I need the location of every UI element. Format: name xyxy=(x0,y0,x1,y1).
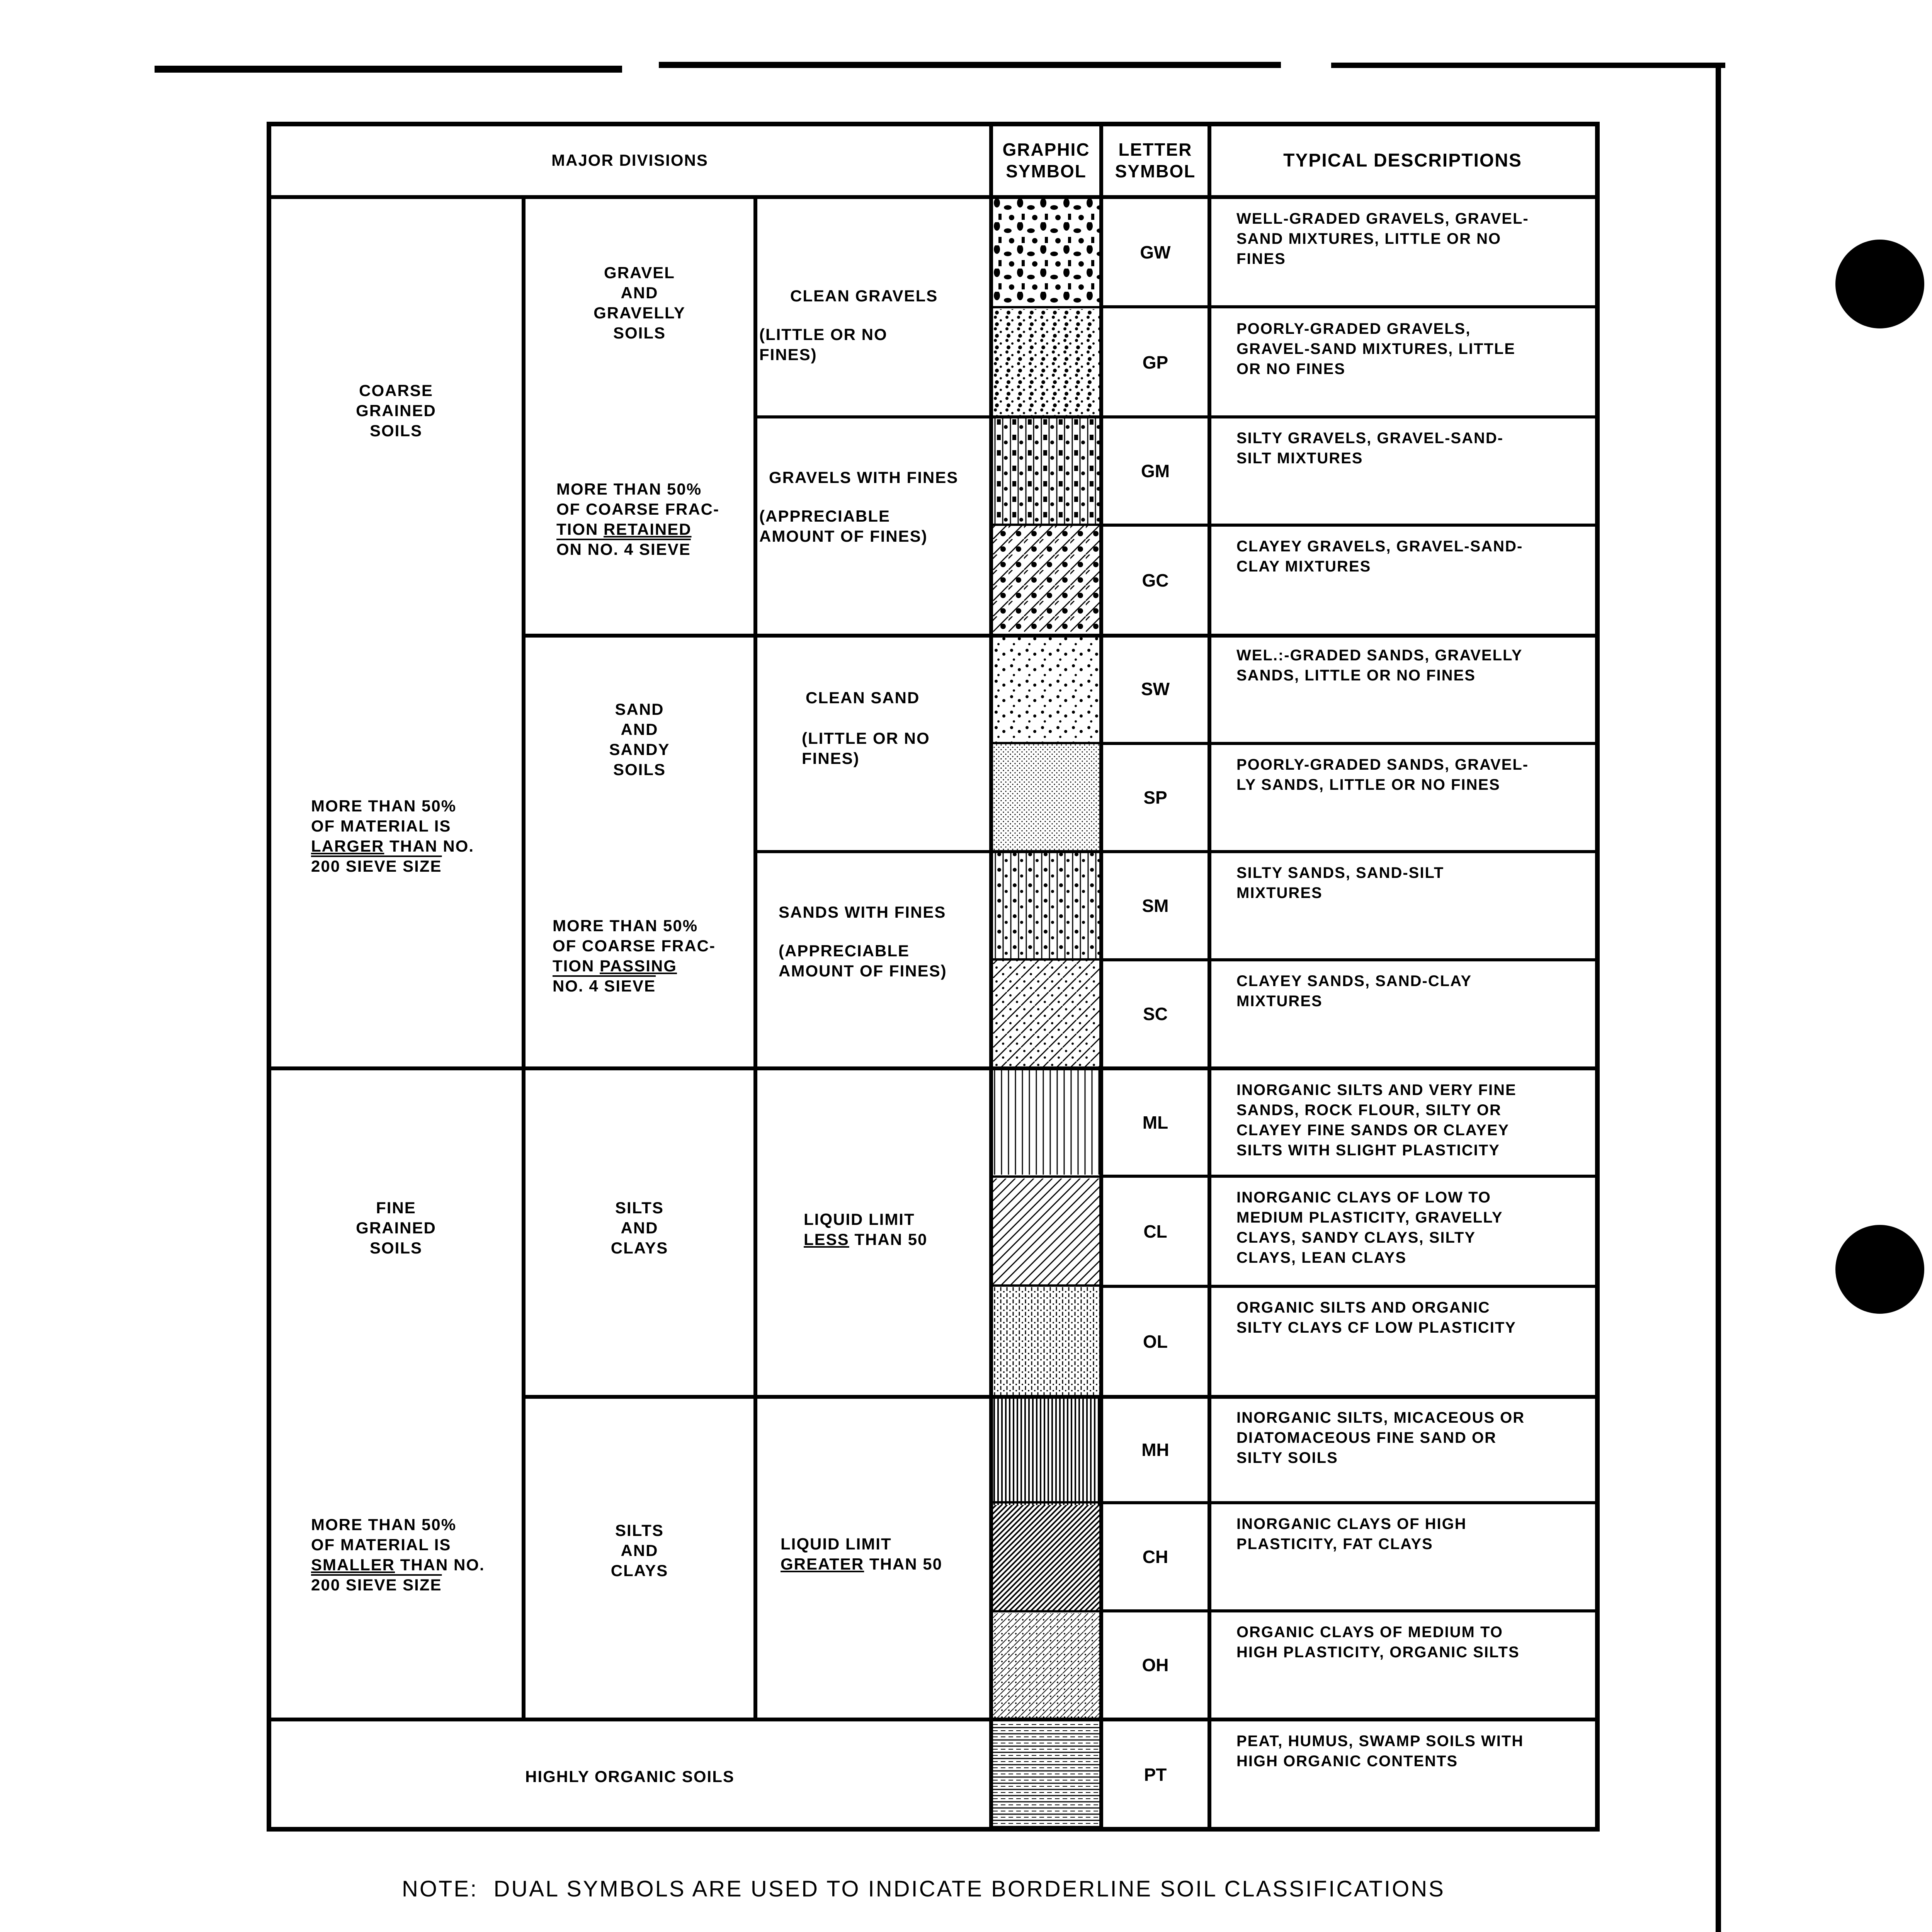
symbol-ch xyxy=(993,1505,1099,1611)
description-mh: INORGANIC SILTS, MICACEOUS OR DIATOMACEOUS FINE SAND OR SILTY SOILS xyxy=(1236,1409,1525,1466)
description-sm: SILTY SANDS, SAND-SILT MIXTURES xyxy=(1236,864,1444,901)
description-pt: PEAT, HUMUS, SWAMP SOILS WITH HIGH ORGANIC CONTENTS xyxy=(1236,1733,1524,1770)
liquid-limit-greater-tail: THAN 50 xyxy=(864,1555,942,1573)
symbol-gw xyxy=(993,199,1099,305)
description-sw: WEL.:-GRADED SANDS, GRAVELLY SANDS, LITTLE OR NO FINES xyxy=(1236,647,1523,684)
top-rule-right xyxy=(1331,63,1725,68)
letter-symbol-sc: SC xyxy=(1143,1004,1168,1024)
sand-no4: NO. 4 SIEVE xyxy=(553,977,656,995)
liquid-limit-less-line1: LIQUID LIMIT xyxy=(804,1210,915,1228)
dual-symbols-note: NOTE: DUAL SYMBOLS ARE USED TO INDICATE BORDERLINE SOIL CLASSIFICATIONS xyxy=(402,1876,1445,1901)
silts-clays-label-2: SILTS AND CLAYS xyxy=(611,1521,668,1580)
punch-hole-middle xyxy=(1835,1225,1924,1314)
header-typical-descriptions: TYPICAL DESCRIPTIONS xyxy=(1283,150,1522,171)
letter-symbol-oh: OH xyxy=(1142,1655,1169,1675)
top-rule-left xyxy=(155,66,622,73)
fine-smaller-word: SMALLER xyxy=(311,1556,395,1574)
clean-gravels-note: (LITTLE OR NO FINES) xyxy=(759,325,888,364)
gravel-retained: RETAINED xyxy=(604,520,692,538)
letter-symbol-ol: OL xyxy=(1143,1331,1168,1352)
fine-sieve: 200 SIEVE SIZE xyxy=(311,1576,442,1594)
fine-more-than-text: MORE THAN 50% OF MATERIAL IS xyxy=(311,1515,457,1554)
clean-sand-note: (LITTLE OR NO FINES) xyxy=(802,729,930,767)
header-major-divisions: MAJOR DIVISIONS xyxy=(551,151,708,169)
symbol-sc xyxy=(993,960,1099,1066)
sands-fines-label: SANDS WITH FINES xyxy=(779,903,946,921)
letter-symbol-ml: ML xyxy=(1142,1112,1168,1133)
fine-more-than xyxy=(311,1515,527,1595)
description-ml: INORGANIC SILTS AND VERY FINE SANDS, ROCK FLOUR, SILTY OR CLAYEY FINE SANDS OR CLAYEY SILTS WITH SLIGHT PLASTICITY xyxy=(1236,1082,1517,1159)
symbol-gp xyxy=(993,309,1099,415)
liquid-limit-greater-line1: LIQUID LIMIT xyxy=(781,1535,892,1553)
fine-smaller-tail: THAN NO. xyxy=(395,1556,485,1574)
coarse-more-than xyxy=(311,796,527,876)
gravel-more-than xyxy=(556,479,757,560)
sand-more-than xyxy=(553,916,753,996)
letter-symbol-ch: CH xyxy=(1142,1547,1168,1567)
description-gm: SILTY GRAVELS, GRAVEL-SAND- SILT MIXTURES xyxy=(1236,430,1504,467)
symbol-pt xyxy=(993,1723,1099,1828)
description-ol: ORGANIC SILTS AND ORGANIC SILTY CLAYS CF LOW PLASTICITY xyxy=(1236,1299,1516,1336)
description-gw: WELL-GRADED GRAVELS, GRAVEL- SAND MIXTURES, LITTLE OR NO FINES xyxy=(1236,210,1529,267)
letter-symbol-gc: GC xyxy=(1142,570,1169,590)
description-ch: INORGANIC CLAYS OF HIGH PLASTICITY, FAT CLAYS xyxy=(1236,1515,1467,1553)
top-rule-mid xyxy=(659,62,1281,68)
right-frame-rule xyxy=(1716,63,1721,1932)
sand-label: SAND AND SANDY SOILS xyxy=(609,700,670,779)
clean-sand-label: CLEAN SAND xyxy=(806,689,920,707)
highly-organic-soils-label: HIGHLY ORGANIC SOILS xyxy=(525,1767,735,1786)
letter-symbol-gw: GW xyxy=(1140,242,1171,262)
gravels-fines-label: GRAVELS WITH FINES xyxy=(769,468,959,486)
symbol-cl xyxy=(993,1179,1099,1285)
symbol-sm xyxy=(993,852,1099,958)
symbol-mh xyxy=(993,1399,1099,1505)
symbol-oh xyxy=(993,1613,1099,1719)
fine-grained-label: FINE GRAINED SOILS xyxy=(356,1199,436,1257)
symbol-sw xyxy=(993,636,1099,742)
graphic-symbol-column xyxy=(993,199,1099,1832)
gravel-label: GRAVEL AND GRAVELLY SOILS xyxy=(594,264,685,342)
header-letter-symbol: LETTER SYMBOL xyxy=(1115,139,1196,181)
sands-fines-note: (APPRECIABLE AMOUNT OF FINES) xyxy=(779,942,947,980)
sand-more-than-text: MORE THAN 50% OF COARSE FRAC- TION xyxy=(553,917,716,975)
symbol-sp xyxy=(993,744,1099,850)
silts-clays-label-1: SILTS AND CLAYS xyxy=(611,1199,668,1257)
coarse-sieve: 200 SIEVE SIZE xyxy=(311,857,442,875)
liquid-limit-greater xyxy=(781,1534,942,1574)
letter-symbol-gp: GP xyxy=(1142,352,1168,372)
description-sp: POORLY-GRADED SANDS, GRAVEL- LY SANDS, LITTLE OR NO FINES xyxy=(1236,756,1529,793)
gravels-fines-note: (APPRECIABLE AMOUNT OF FINES) xyxy=(759,507,928,545)
coarse-grained-label: COARSE GRAINED SOILS xyxy=(356,381,436,440)
letter-symbol-cl: CL xyxy=(1143,1221,1167,1242)
letter-symbol-gm: GM xyxy=(1141,461,1170,481)
gravel-more-than-text: MORE THAN 50% OF COARSE FRAC- TION xyxy=(556,480,719,538)
description-gp: POORLY-GRADED GRAVELS, GRAVEL-SAND MIXTURES, LITTLE OR NO FINES xyxy=(1236,320,1515,378)
letter-symbol-sm: SM xyxy=(1142,896,1169,916)
liquid-limit-greater-word: GREATER xyxy=(781,1555,864,1573)
description-gc: CLAYEY GRAVELS, GRAVEL-SAND- CLAY MIXTURES xyxy=(1236,538,1523,575)
header-graphic-symbol: GRAPHIC SYMBOL xyxy=(1002,139,1090,181)
coarse-larger-word: LARGER xyxy=(311,837,384,855)
description-oh: ORGANIC CLAYS OF MEDIUM TO HIGH PLASTICITY, ORGANIC SILTS xyxy=(1236,1624,1520,1661)
liquid-limit-less-tail: THAN 50 xyxy=(849,1230,928,1248)
coarse-more-than-text: MORE THAN 50% OF MATERIAL IS xyxy=(311,797,457,835)
clean-gravels-label: CLEAN GRAVELS xyxy=(790,287,938,305)
symbol-gc xyxy=(993,526,1099,632)
letter-symbol-sw: SW xyxy=(1141,679,1170,699)
liquid-limit-less xyxy=(804,1209,927,1250)
symbol-ol xyxy=(993,1287,1099,1395)
gravel-on-no: ON NO. 4 SIEVE xyxy=(556,540,691,558)
liquid-limit-less-word: LESS xyxy=(804,1230,849,1248)
letter-symbol-mh: MH xyxy=(1141,1439,1169,1460)
description-cl: INORGANIC CLAYS OF LOW TO MEDIUM PLASTICITY, GRAVELLY CLAYS, SANDY CLAYS, SILTY CLAYS, LEAN CLAYS xyxy=(1236,1189,1503,1266)
symbol-ml xyxy=(993,1070,1099,1175)
letter-symbol-sp: SP xyxy=(1143,787,1167,808)
letter-symbol-pt: PT xyxy=(1144,1764,1167,1785)
sand-passing: PASSING xyxy=(600,957,677,975)
punch-hole-top xyxy=(1835,240,1924,328)
symbol-gm xyxy=(993,417,1099,524)
description-sc: CLAYEY SANDS, SAND-CLAY MIXTURES xyxy=(1236,973,1472,1010)
coarse-larger-tail: THAN NO. xyxy=(384,837,474,855)
